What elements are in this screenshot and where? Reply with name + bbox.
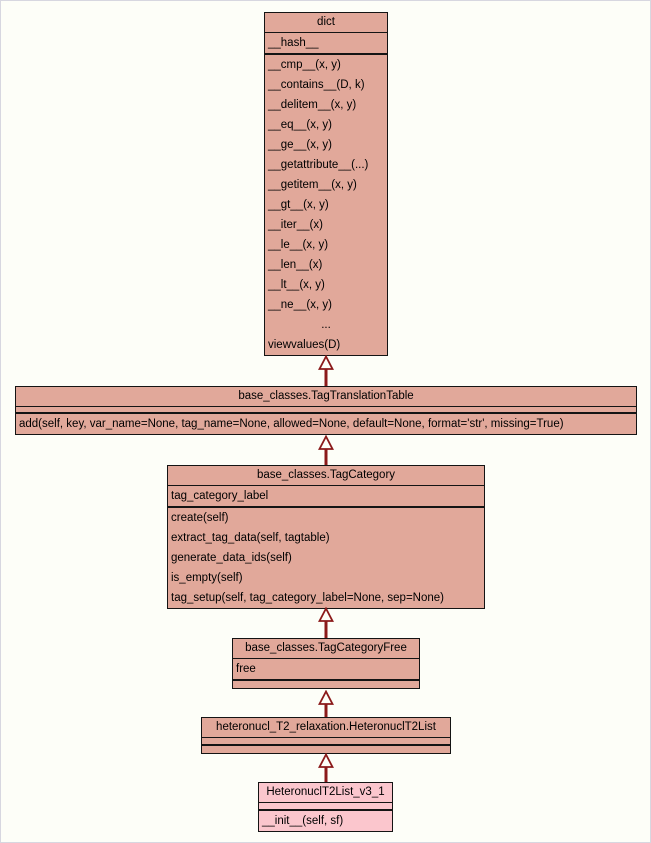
inheritance-arrow-icon bbox=[318, 690, 334, 717]
method: extract_tag_data(self, tagtable) bbox=[171, 532, 330, 544]
inheritance-arrow-icon bbox=[318, 607, 334, 638]
methods-compartment bbox=[259, 811, 392, 831]
class-node-dict[interactable] bbox=[264, 12, 388, 356]
method: __le__(x, y) bbox=[268, 239, 329, 251]
class-title: base_classes.TagTranslationTable bbox=[16, 387, 636, 407]
inheritance-arrow-icon bbox=[318, 435, 334, 465]
attribute: __hash__ bbox=[268, 37, 319, 49]
class-node-tagcategoryfree[interactable] bbox=[232, 638, 420, 689]
method: tag_setup(self, tag_category_label=None, sep=None) bbox=[171, 592, 444, 604]
attribute: tag_category_label bbox=[171, 490, 269, 502]
method: __init__(self, sf) bbox=[262, 815, 344, 827]
method: viewvalues(D) bbox=[268, 339, 341, 351]
attributes-compartment bbox=[233, 659, 419, 681]
class-title: base_classes.TagCategory bbox=[168, 466, 484, 486]
class-title: heteronucl_T2_relaxation.HeteronuclT2List bbox=[202, 718, 450, 738]
method: __eq__(x, y) bbox=[268, 119, 332, 131]
class-title: base_classes.TagCategoryFree bbox=[233, 639, 419, 659]
method: __contains__(D, k) bbox=[268, 79, 365, 91]
class-title: dict bbox=[265, 13, 387, 33]
method: is_empty(self) bbox=[171, 572, 243, 584]
method: generate_data_ids(self) bbox=[171, 552, 292, 564]
methods-compartment bbox=[16, 414, 636, 434]
methods-compartment bbox=[168, 508, 484, 608]
method: add(self, key, var_name=None, tag_name=None, allowed=None, default=None, format='str', missing=True) bbox=[19, 418, 564, 430]
attribute: free bbox=[236, 663, 256, 675]
attributes-compartment bbox=[265, 33, 387, 55]
methods-compartment bbox=[265, 55, 387, 355]
method: __gt__(x, y) bbox=[268, 199, 329, 211]
method: create(self) bbox=[171, 512, 229, 524]
method: __cmp__(x, y) bbox=[268, 59, 341, 71]
methods-compartment-empty bbox=[202, 746, 450, 753]
methods-compartment-empty bbox=[233, 681, 419, 688]
method: __delitem__(x, y) bbox=[268, 99, 357, 111]
class-node-heteronuclt2list[interactable] bbox=[201, 717, 451, 754]
attributes-compartment-empty bbox=[16, 407, 636, 414]
method: __ne__(x, y) bbox=[268, 299, 332, 311]
class-node-tagcategory[interactable] bbox=[167, 465, 485, 609]
method: __ge__(x, y) bbox=[268, 139, 332, 151]
inheritance-arrow-icon bbox=[318, 753, 334, 782]
method: __lt__(x, y) bbox=[268, 279, 325, 291]
inheritance-arrow-icon bbox=[318, 355, 334, 386]
attributes-compartment-empty bbox=[202, 738, 450, 746]
method: __iter__(x) bbox=[268, 219, 323, 231]
class-node-heteronuclt2list-v3-1[interactable] bbox=[258, 782, 393, 832]
attributes-compartment bbox=[168, 486, 484, 508]
class-title: HeteronuclT2List_v3_1 bbox=[259, 783, 392, 803]
method: __getattribute__(...) bbox=[268, 159, 369, 171]
method: __len__(x) bbox=[268, 259, 323, 271]
methods-ellipsis: ... bbox=[321, 319, 331, 331]
method: __getitem__(x, y) bbox=[268, 179, 357, 191]
class-node-tagtranslationtable[interactable] bbox=[15, 386, 637, 435]
attributes-compartment-empty bbox=[259, 803, 392, 811]
